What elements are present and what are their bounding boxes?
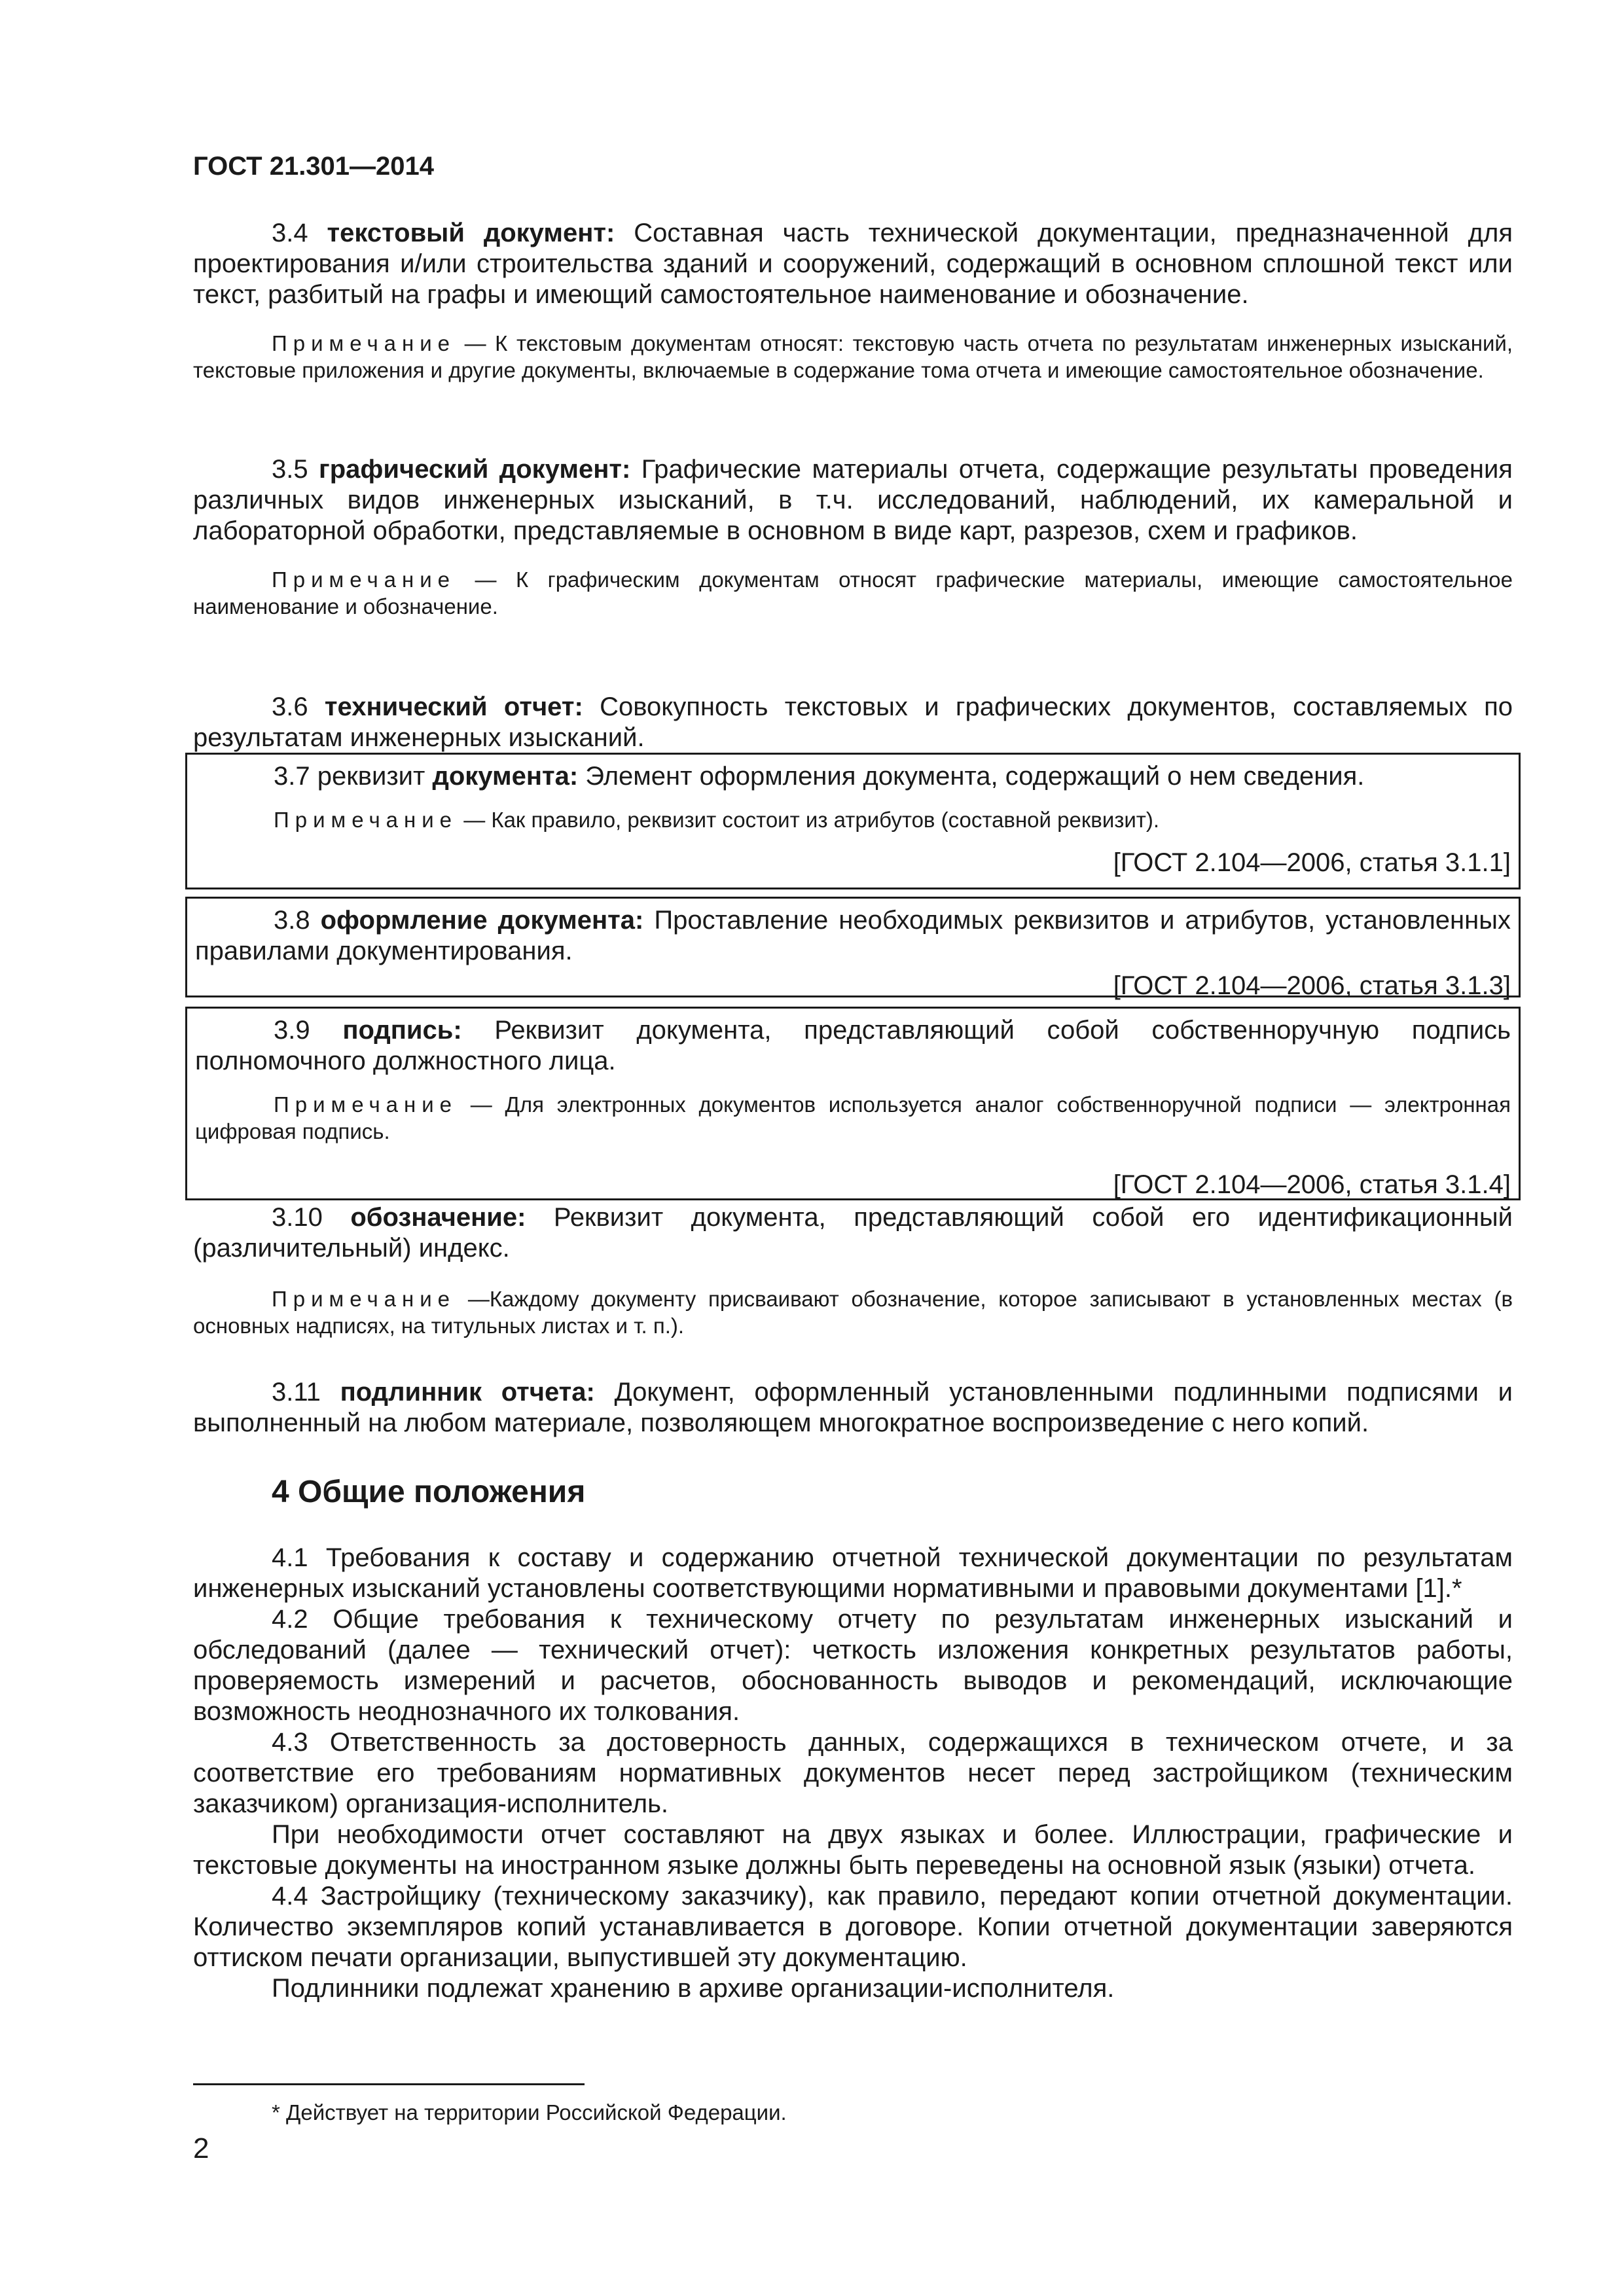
term-3-5-note	[193, 566, 1513, 620]
note-text: — К текстовым документам относят: текстовую часть отчета по результатам инженерных изысканий, текстовые приложения и другие документы, включаемые в содержание тома отчета и имеющие самостоятельное обозначение.	[193, 331, 1513, 382]
term-3-5	[193, 454, 1513, 620]
note-label: Примечание	[272, 1287, 456, 1311]
term-text: Элемент оформления документа, содержащий о нем сведения.	[585, 762, 1365, 791]
term-3-11-definition	[193, 1377, 1513, 1439]
term-3-7-note	[195, 806, 1511, 833]
term-3-6	[193, 692, 1513, 753]
term-3-9-source: [ГОСТ 2.104—2006, статья 3.1.4]	[1113, 1170, 1511, 1199]
term-name: технический отчет:	[324, 692, 583, 721]
note-text: —Каждому документу присваивают обозначение, которое записывают в установленных местах (в основных надписях, на титульных листах и т. п.).	[193, 1287, 1513, 1338]
term-text: Проставление необходимых реквизитов и атрибутов, установленных правилами документирования.	[195, 906, 1511, 965]
term-3-8-definition	[195, 905, 1511, 967]
term-3-10	[193, 1202, 1513, 1339]
term-3-8-box	[185, 897, 1521, 1000]
term-3-4-note	[193, 330, 1513, 384]
term-text: Составная часть технической документации, предназначенной для проектирования и/или строительства зданий и сооружений, содержащий в основном сплошной текст или текст, разбитый на графы и имеющий самостоятельное наименование и обозначение.	[193, 219, 1513, 309]
term-number: 3.7	[274, 762, 310, 791]
term-3-9-box	[185, 1007, 1521, 1200]
footnote-separator	[193, 2083, 585, 2085]
term-3-10-note	[193, 1285, 1513, 1339]
term-number: 3.6	[272, 692, 308, 721]
paragraph-4-3-languages: При необходимости отчет составляют на двух языках и более. Иллюстрации, графические и текстовые документы на иностранном языке должны быть переведены на основной язык (языки) отчета.	[193, 1820, 1513, 1880]
term-text: Документ, оформленный установленными подлинными подписями и выполненный на любом материале, позволяющем многократное воспроизведение с него копий.	[193, 1378, 1513, 1437]
note-label: Примечание	[274, 1092, 458, 1117]
page-number: 2	[193, 2132, 209, 2164]
term-3-9-definition	[195, 1015, 1511, 1077]
term-number: 3.8	[274, 906, 310, 935]
term-name-plain: реквизит	[317, 762, 425, 791]
paragraph-4-4-originals: Подлинники подлежат хранению в архиве организации-исполнителя.	[272, 1974, 1115, 2003]
paragraph-4-2: 4.2 Общие требования к техническому отчету по результатам инженерных изысканий и обследований (далее — технический отчет): четкость изложения конкретных результатов работы, проверяемость измерений и расчетов, обоснованность выводов и рекомендаций, исключающие возможность неоднозначного их толкования.	[193, 1605, 1513, 1726]
term-3-4-definition	[193, 218, 1513, 310]
term-3-6-definition	[193, 692, 1513, 753]
note-text: — Как правило, реквизит состоит из атрибутов (составной реквизит).	[463, 808, 1160, 832]
section-4-body	[193, 1543, 1513, 2004]
footnote: * Действует на территории Российской Федерации.	[272, 2100, 787, 2125]
term-3-11	[193, 1377, 1513, 1439]
term-name: графический документ:	[319, 455, 631, 484]
note-label: Примечание	[274, 808, 458, 832]
term-name: оформление документа:	[320, 906, 644, 935]
document-code-header: ГОСТ 21.301—2014	[193, 152, 435, 181]
term-3-8-source: [ГОСТ 2.104—2006, статья 3.1.3]	[1113, 971, 1511, 1000]
term-text: Графические материалы отчета, содержащие результаты проведения различных видов инженерных изысканий, в т.ч. исследований, наблюдений, их камеральной и лабораторной обработки, представляемые в основном в виде карт, разрезов, схем и графиков.	[193, 455, 1513, 545]
term-name: документа:	[432, 762, 579, 791]
term-number: 3.5	[272, 455, 308, 484]
term-3-4	[193, 218, 1513, 384]
term-3-10-definition	[193, 1202, 1513, 1264]
paragraph-4-4: 4.4 Застройщику (техническому заказчику), как правило, передают копии отчетной документации. Количество экземпляров копий устанавливается в договоре. Копии отчетной документации заверяются оттиском печати организации, выпустившей эту документацию.	[193, 1882, 1513, 1972]
term-number: 3.9	[274, 1016, 310, 1045]
term-number: 3.11	[272, 1378, 321, 1407]
paragraph-4-3: 4.3 Ответственность за достоверность данных, содержащихся в техническом отчете, и за соответствие его требованиям нормативных документов несет перед застройщиком (техническим заказчиком) организация-исполнитель.	[193, 1728, 1513, 1818]
term-number: 3.4	[272, 219, 308, 247]
section-4-heading: 4 Общие положения	[272, 1475, 586, 1509]
term-text: Совокупность текстовых и графических документов, составляемых по результатам инженерных изысканий.	[193, 692, 1513, 752]
note-text: — К графическим документам относят графические материалы, имеющие самостоятельное наименование и обозначение.	[193, 567, 1513, 619]
note-label: Примечание	[272, 567, 456, 592]
term-name: подлинник отчета:	[340, 1378, 595, 1407]
note-text: — Для электронных документов используется аналог собственноручной подписи — электронная цифровая подпись.	[195, 1092, 1511, 1143]
term-3-5-definition	[193, 454, 1513, 547]
term-text: Реквизит документа, представляющий собой собственноручную подпись полномочного должностного лица.	[195, 1016, 1511, 1075]
term-3-7-box	[185, 753, 1521, 889]
term-name: подпись:	[342, 1016, 462, 1045]
term-3-7-definition	[195, 761, 1511, 792]
term-name: обозначение:	[350, 1203, 526, 1232]
term-3-7-source: [ГОСТ 2.104—2006, статья 3.1.1]	[1113, 848, 1511, 877]
note-label: Примечание	[272, 331, 456, 355]
term-number: 3.10	[272, 1203, 323, 1232]
term-text: Реквизит документа, представляющий собой его идентификационный (различительный) индекс.	[193, 1203, 1513, 1263]
paragraph-4-1: 4.1 Требования к составу и содержанию отчетной технической документации по результатам инженерных изысканий установлены соответствующими нормативными и правовыми документами [1].*	[193, 1543, 1513, 1603]
term-name: текстовый документ:	[327, 219, 615, 247]
term-3-9-note	[195, 1091, 1511, 1145]
